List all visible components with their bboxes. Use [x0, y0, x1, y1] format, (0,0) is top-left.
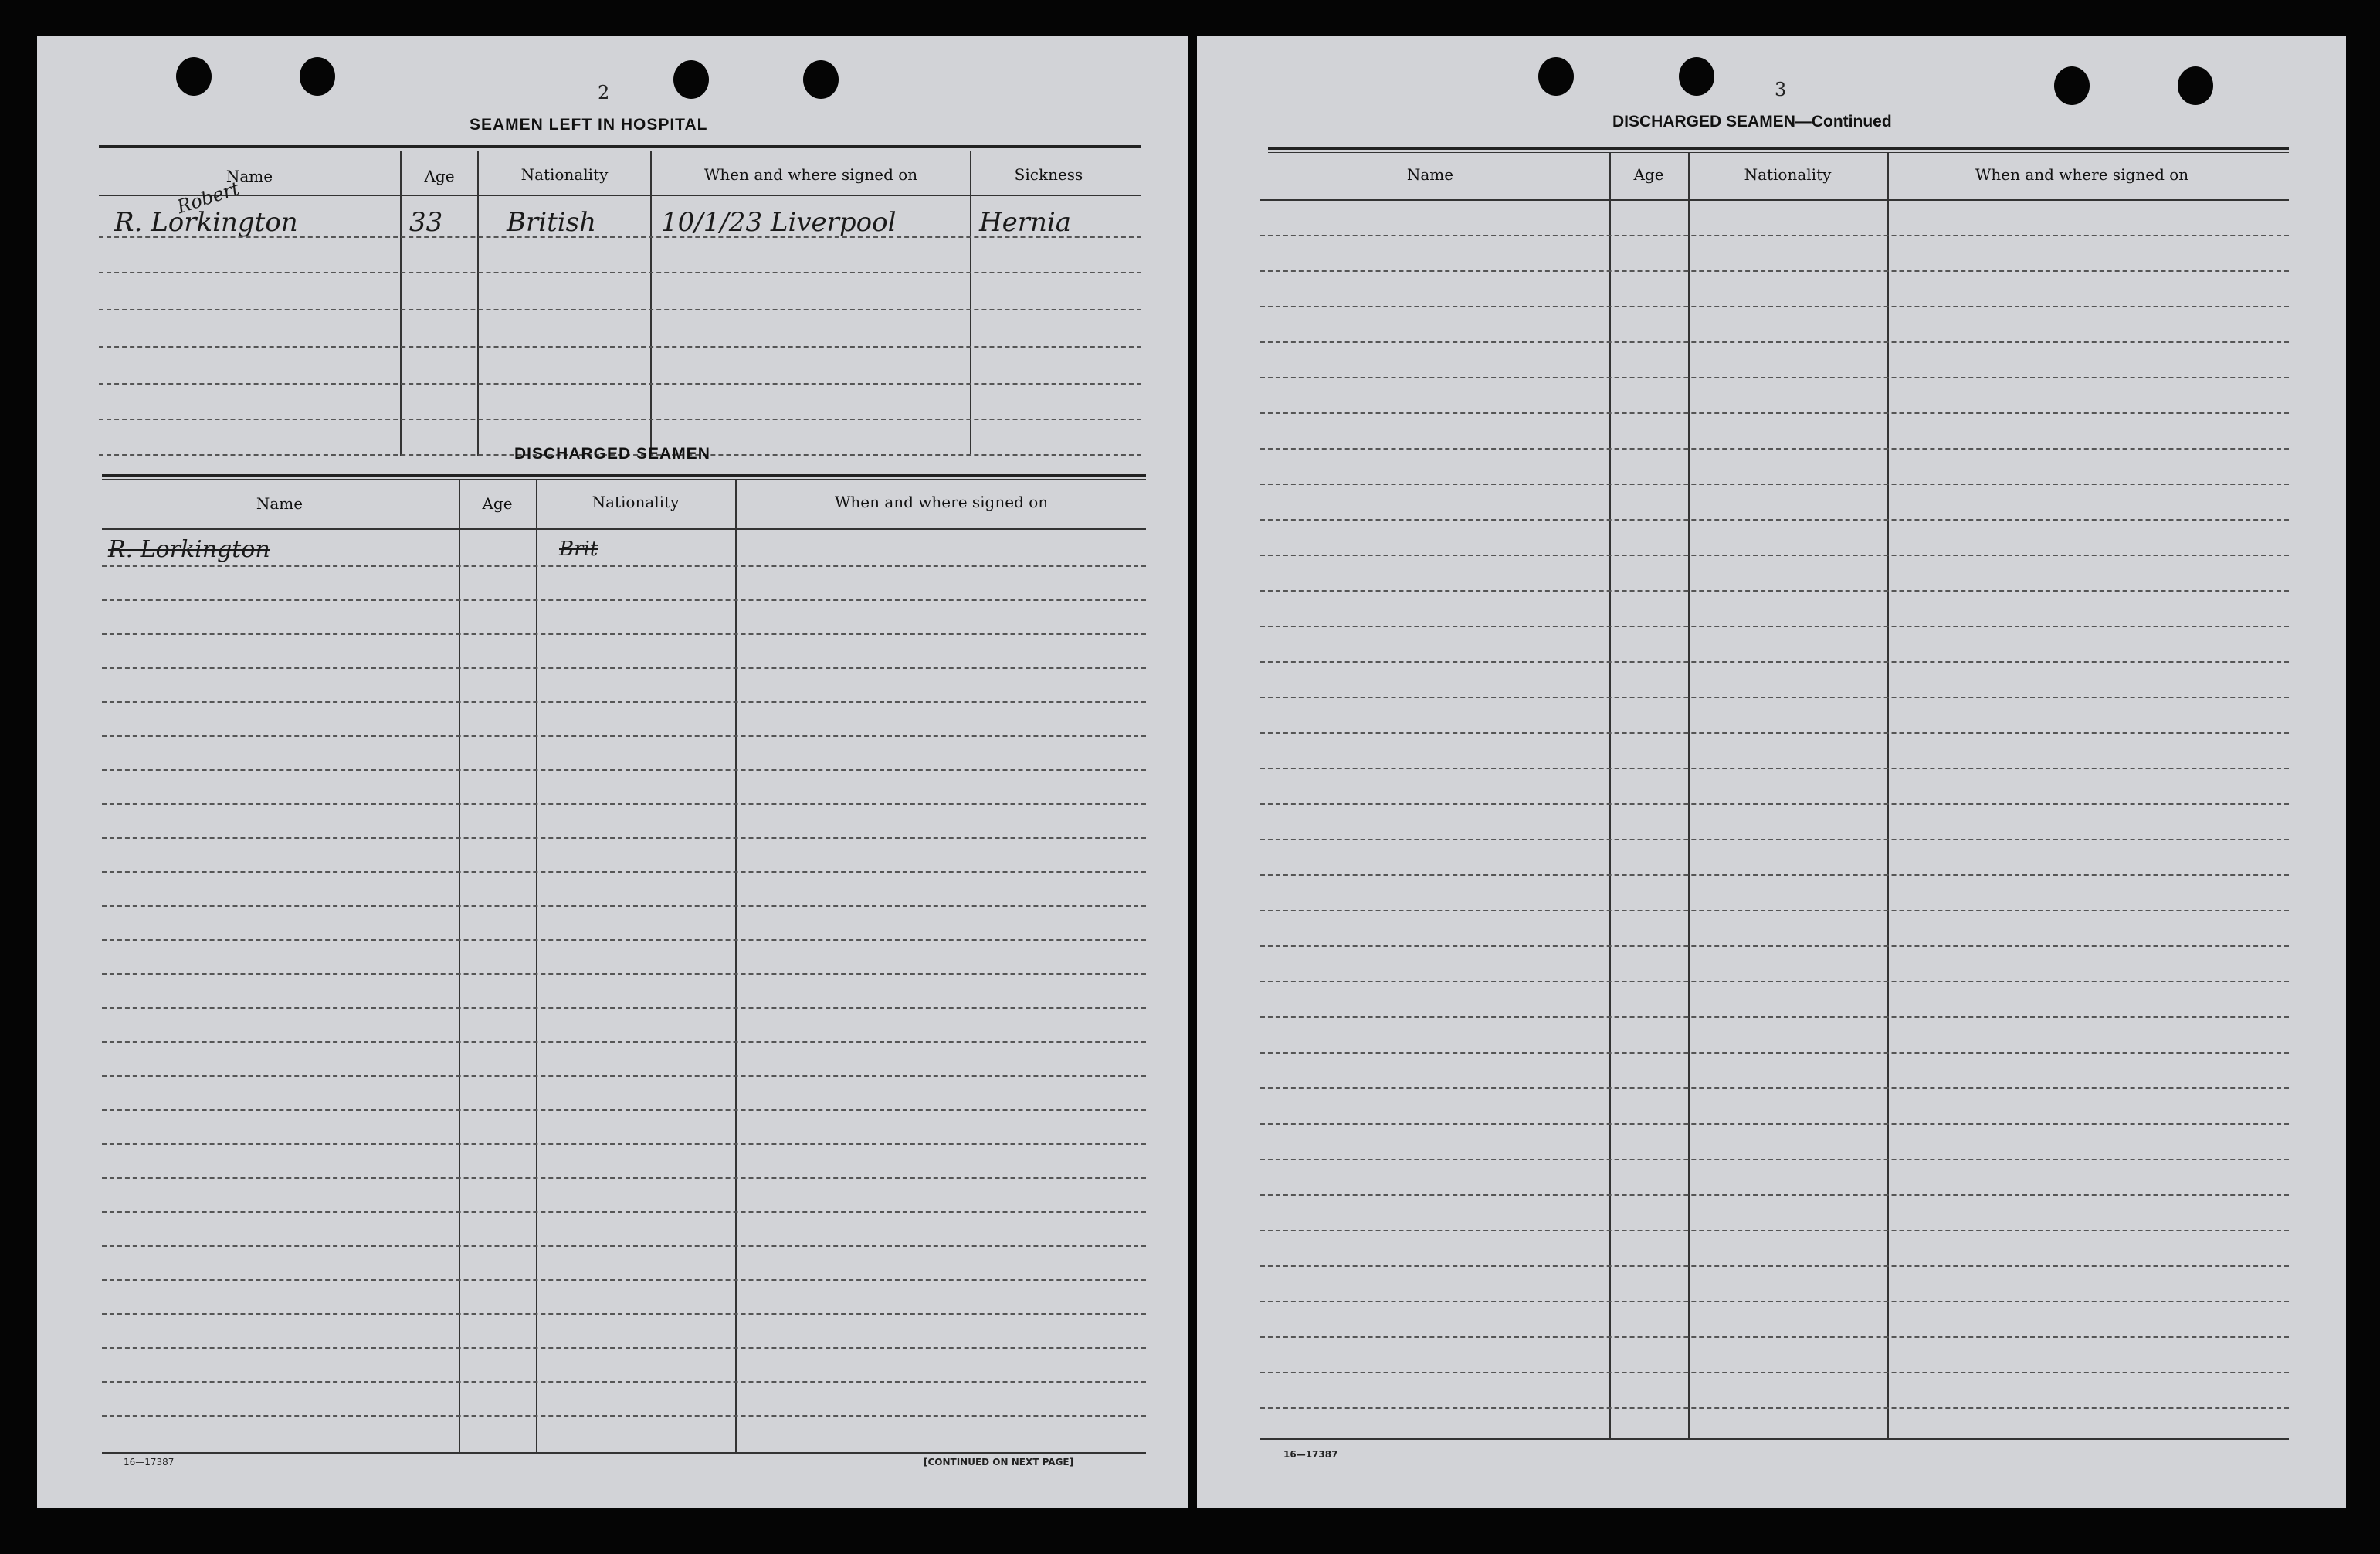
hospital-age-cell: 33 [409, 207, 443, 238]
row-rule [99, 419, 1141, 420]
row-rule [1260, 341, 2289, 343]
row-rule [1260, 484, 2289, 485]
right-page [1197, 36, 2346, 1508]
row-rule [1260, 412, 2289, 414]
row-rule [1260, 1265, 2289, 1267]
page-number: 3 [1775, 79, 1787, 100]
table-top-rule [1268, 147, 2289, 150]
punch-hole [2054, 66, 2090, 105]
col-header-name: Name [1406, 165, 1454, 184]
column-divider [650, 151, 652, 456]
table-top-rule [99, 145, 1141, 148]
hospital-sickness-cell: Hernia [979, 207, 1072, 238]
row-rule [99, 383, 1141, 385]
punch-hole [176, 57, 212, 96]
table-top-rule [102, 474, 1146, 477]
row-rule [102, 735, 1146, 737]
row-rule [1260, 235, 2289, 236]
col-header-age: Age [424, 167, 455, 185]
row-rule [102, 1109, 1146, 1111]
col-header-nationality: Nationality [520, 165, 609, 184]
row-rule [102, 667, 1146, 669]
row-rule [99, 272, 1141, 273]
row-rule [102, 1211, 1146, 1213]
page-number: 2 [598, 82, 610, 103]
row-rule [102, 599, 1146, 601]
continued-note: [CONTINUED ON NEXT PAGE] [924, 1457, 1074, 1467]
row-rule [102, 769, 1146, 771]
row-rule [1260, 803, 2289, 805]
row-rule [102, 1313, 1146, 1315]
row-rule [1260, 270, 2289, 272]
punch-hole [300, 57, 335, 96]
row-rule [1260, 1016, 2289, 1018]
row-rule [102, 1041, 1146, 1043]
section-title-suffix: —Continued [1795, 113, 1892, 131]
row-rule [102, 1143, 1146, 1145]
row-rule [102, 1347, 1146, 1349]
row-rule [1260, 1123, 2289, 1125]
col-header-name: Name [225, 167, 273, 185]
row-rule [102, 1279, 1146, 1281]
col-header-signed-on: When and where signed on [1975, 165, 2189, 184]
row-rule [1260, 448, 2289, 450]
column-divider [1609, 153, 1611, 1438]
table-top-rule [1268, 152, 2289, 153]
hospital-signed-on-cell: 10/1/23 Liverpool [661, 207, 897, 238]
column-divider [400, 151, 402, 456]
col-header-nationality: Nationality [592, 493, 680, 511]
column-divider [459, 480, 460, 1453]
header-rule [102, 528, 1146, 530]
row-rule [1260, 839, 2289, 840]
row-rule [1260, 306, 2289, 307]
row-rule [1260, 1087, 2289, 1089]
left-page [37, 36, 1188, 1508]
row-rule [102, 1245, 1146, 1247]
row-rule [102, 633, 1146, 635]
row-rule [1260, 874, 2289, 876]
header-rule [1260, 199, 2289, 201]
row-rule [1260, 697, 2289, 698]
row-rule [102, 837, 1146, 839]
row-rule [1260, 555, 2289, 556]
row-rule [99, 346, 1141, 348]
row-rule [1260, 1372, 2289, 1373]
punch-hole [1538, 57, 1574, 96]
col-header-nationality: Nationality [1744, 165, 1832, 184]
row-rule [102, 565, 1146, 567]
col-header-name: Name [256, 494, 303, 513]
row-rule [99, 309, 1141, 310]
row-rule [102, 905, 1146, 907]
row-rule [1260, 590, 2289, 592]
row-rule [1260, 1159, 2289, 1160]
col-header-age: Age [1633, 165, 1664, 184]
row-rule [102, 1415, 1146, 1417]
col-header-signed-on: When and where signed on [703, 165, 918, 184]
row-rule [1260, 626, 2289, 627]
row-rule [1260, 1194, 2289, 1196]
form-number: 16—17387 [124, 1457, 175, 1467]
row-rule [102, 1007, 1146, 1009]
row-rule [102, 701, 1146, 703]
punch-hole [673, 60, 709, 99]
row-rule [102, 1177, 1146, 1179]
column-divider [970, 151, 971, 456]
discharged-name-cell: R. Lorkington [108, 536, 270, 563]
table-bottom-rule [102, 1452, 1146, 1454]
row-rule [1260, 768, 2289, 769]
row-rule [1260, 377, 2289, 378]
form-number: 16—17387 [1283, 1449, 1338, 1460]
header-rule [99, 195, 1141, 196]
hospital-section-title: SEAMEN LEFT IN HOSPITAL [470, 116, 708, 134]
punch-hole [2178, 66, 2213, 105]
table-bottom-rule [1260, 1438, 2289, 1440]
row-rule [1260, 910, 2289, 911]
row-rule [1260, 1336, 2289, 1338]
row-rule [1260, 945, 2289, 947]
section-title [1612, 113, 1892, 131]
col-header-age: Age [482, 494, 513, 513]
discharged-section-title: DISCHARGED SEAMEN [514, 445, 710, 463]
col-header-sickness: Sickness [1014, 165, 1083, 184]
column-divider [536, 480, 537, 1453]
row-rule [102, 1075, 1146, 1077]
row-rule [1260, 981, 2289, 982]
column-divider [735, 480, 737, 1453]
row-rule [1260, 732, 2289, 734]
column-divider [477, 151, 479, 456]
hospital-name-cell: R. Lorkington [114, 207, 298, 238]
row-rule [102, 871, 1146, 873]
row-rule [1260, 661, 2289, 663]
punch-hole [803, 60, 839, 99]
row-rule [1260, 519, 2289, 521]
row-rule [102, 1381, 1146, 1383]
column-divider [1688, 153, 1690, 1438]
section-title-main: DISCHARGED SEAMEN [1612, 113, 1795, 131]
name-annotation: Robert [174, 177, 242, 219]
punch-hole [1679, 57, 1714, 96]
row-rule [1260, 1301, 2289, 1302]
row-rule [1260, 1052, 2289, 1054]
hospital-nationality-cell: British [507, 207, 596, 238]
row-rule [1260, 1407, 2289, 1409]
row-rule [102, 803, 1146, 805]
row-rule [102, 973, 1146, 975]
discharged-nationality-cell: Brit [559, 538, 598, 561]
row-rule [1260, 1230, 2289, 1231]
row-rule [102, 939, 1146, 941]
col-header-signed-on: When and where signed on [834, 493, 1049, 511]
column-divider [1887, 153, 1889, 1438]
table-top-rule [102, 479, 1146, 480]
